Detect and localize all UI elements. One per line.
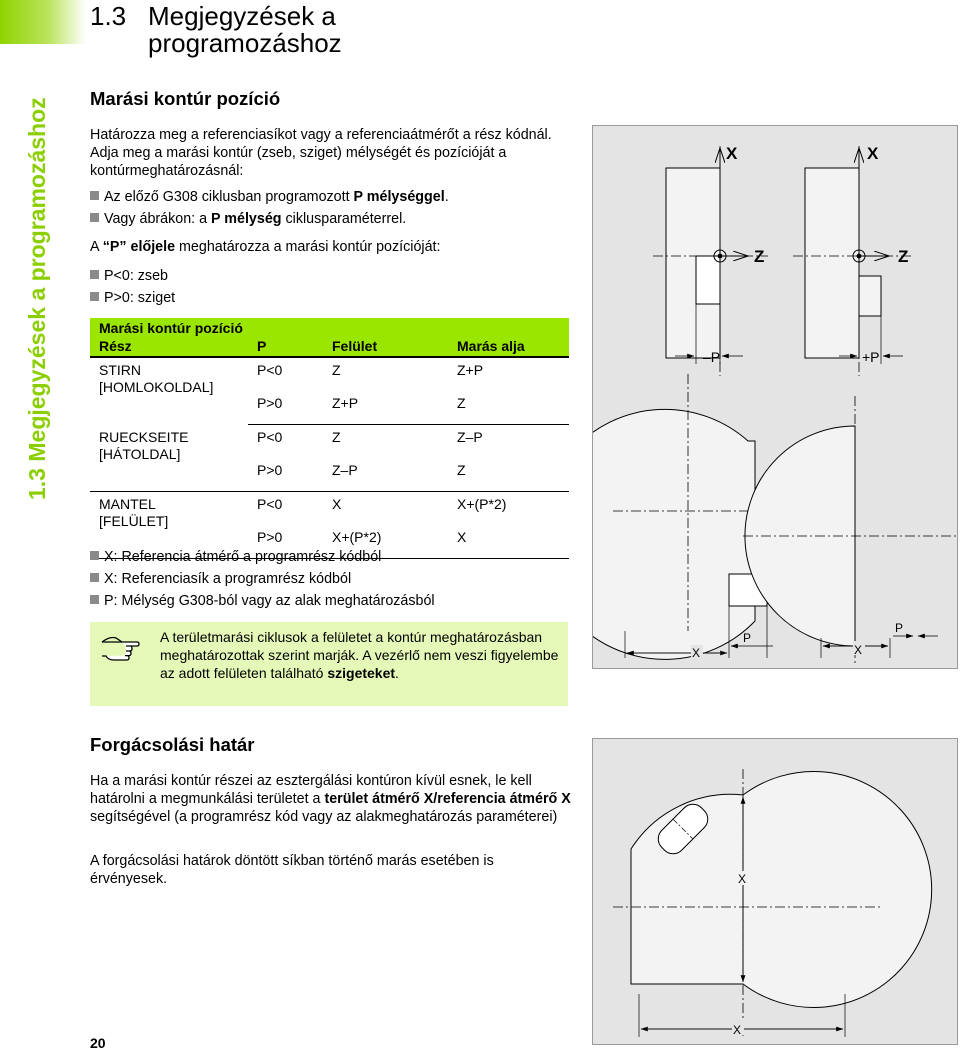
part-cell: STIRN [HOMLOKOLDAL]	[99, 362, 214, 395]
table-row	[90, 425, 569, 459]
sidebar-chapter-title: 1.3 Megjegyzések a programozáshoz	[24, 97, 50, 500]
intro-paragraph: Határozza meg a referenciasíkot vagy a referenciaátmérőt a rész kódnál. Adja meg a marási kontúr (zseb, sziget) mélységét és pozícióját a kontúrmeghatározásnál:	[90, 127, 552, 179]
surface-cell: X	[332, 496, 342, 512]
sign-paragraph: A “P” előjele meghatározza a marási kontúr pozícióját:	[90, 239, 441, 255]
note-box	[90, 622, 568, 706]
axis-label-z: Z	[754, 247, 765, 266]
chapter-title-line2: programozáshoz	[148, 28, 342, 58]
p-cell: P<0	[257, 362, 283, 378]
floor-cell: X+(P*2)	[457, 496, 507, 512]
table-row	[90, 357, 569, 391]
p-cell: P<0	[257, 429, 283, 445]
legend-item: X: Referencia átmérő a programrész kódból	[90, 548, 381, 566]
part-cell: RUECKSEITE [HÁTOLDAL]	[90, 425, 248, 492]
legend-item: X: Referenciasík a programrész kódból	[90, 570, 351, 588]
p-cell: P<0	[257, 496, 283, 512]
legend-item: P: Mélység G308-ból vagy az alak meghatározásból	[90, 592, 435, 610]
axis-label-z: Z	[898, 247, 909, 266]
surface-cell: X+(P*2)	[323, 525, 448, 559]
chapter-title	[90, 2, 450, 58]
surface-cell: Z+P	[323, 391, 448, 425]
p-label: P	[743, 631, 752, 645]
p-cell: P>0	[248, 391, 323, 425]
contour-position-diagram	[593, 126, 957, 668]
surface-cell: Z	[332, 362, 341, 378]
table-caption: Marási kontúr pozíció	[90, 318, 569, 336]
floor-cell: Z+P	[457, 362, 484, 378]
surface-cell: Z	[332, 429, 341, 445]
chapter-number: 1.3	[90, 1, 127, 31]
col-header-milling-floor: Marás alja	[448, 336, 569, 357]
col-header-surface: Felület	[323, 336, 448, 357]
plus-p-label: +P	[862, 349, 880, 365]
tilted-plane-paragraph: A forgácsolási határok döntött síkban történő marás esetében is érvényesek.	[90, 853, 494, 887]
floor-cell: Z	[448, 458, 569, 492]
p-label: P	[895, 621, 904, 635]
bullet-island: P>0: sziget	[90, 289, 175, 307]
diameter-x-label: X	[738, 872, 747, 886]
cutting-limit-figure	[592, 738, 958, 1045]
part-cell: MANTEL [FELÜLET]	[90, 492, 248, 559]
section-heading-cutting-limit: Forgácsolási határ	[90, 734, 255, 755]
table-caption-row	[90, 318, 569, 336]
contour-position-table	[90, 318, 569, 559]
bullet-pocket: P<0: zseb	[90, 267, 168, 285]
axis-label-x: X	[726, 144, 738, 163]
col-header-part: Rész	[90, 336, 248, 357]
cutting-limit-paragraph: Ha a marási kontúr részei az esztergálási kontúron kívül esnek, le kell határolni a megmunkálási területet a terület átmérő X/referencia átmérő X segítségével (a programrész kód vagy az alakmeghatározás paraméterei)	[90, 773, 571, 825]
pointing-hand-icon	[100, 634, 140, 662]
floor-cell: Z–P	[457, 429, 483, 445]
diameter-x-label: X	[692, 646, 701, 660]
section-heading-contour-position: Marási kontúr pozíció	[90, 88, 281, 109]
diameter-x-label: X	[733, 1023, 742, 1037]
axis-label-x: X	[867, 144, 879, 163]
p-cell: P>0	[248, 525, 323, 559]
contour-position-figure	[592, 125, 958, 669]
bullet-depth-p: Az előző G308 ciklusban programozott P mélységgel.	[90, 188, 449, 206]
p-cell: P>0	[248, 458, 323, 492]
note-text: A területmarási ciklusok a felületet a kontúr meghatározásban meghatározottak szerint marják. A vezérlő nem veszi figyelembe az adott felületen található szigeteket.	[160, 629, 559, 681]
surface-cell: Z–P	[323, 458, 448, 492]
minus-p-label: –P	[703, 349, 721, 365]
table-row	[90, 492, 569, 526]
page-number: 20	[90, 1035, 106, 1051]
diameter-x-label: X	[854, 643, 863, 657]
col-header-p: P	[248, 336, 323, 357]
chapter-tab	[0, 0, 86, 44]
bullet-depth-parameter: Vagy ábrákon: a P mélység ciklusparaméterrel.	[90, 210, 406, 228]
floor-cell: X	[448, 525, 569, 559]
floor-cell: Z	[448, 391, 569, 425]
table-header-row	[90, 336, 569, 357]
cutting-limit-diagram	[593, 739, 957, 1044]
chapter-title-line1: Megjegyzések a	[148, 1, 336, 31]
